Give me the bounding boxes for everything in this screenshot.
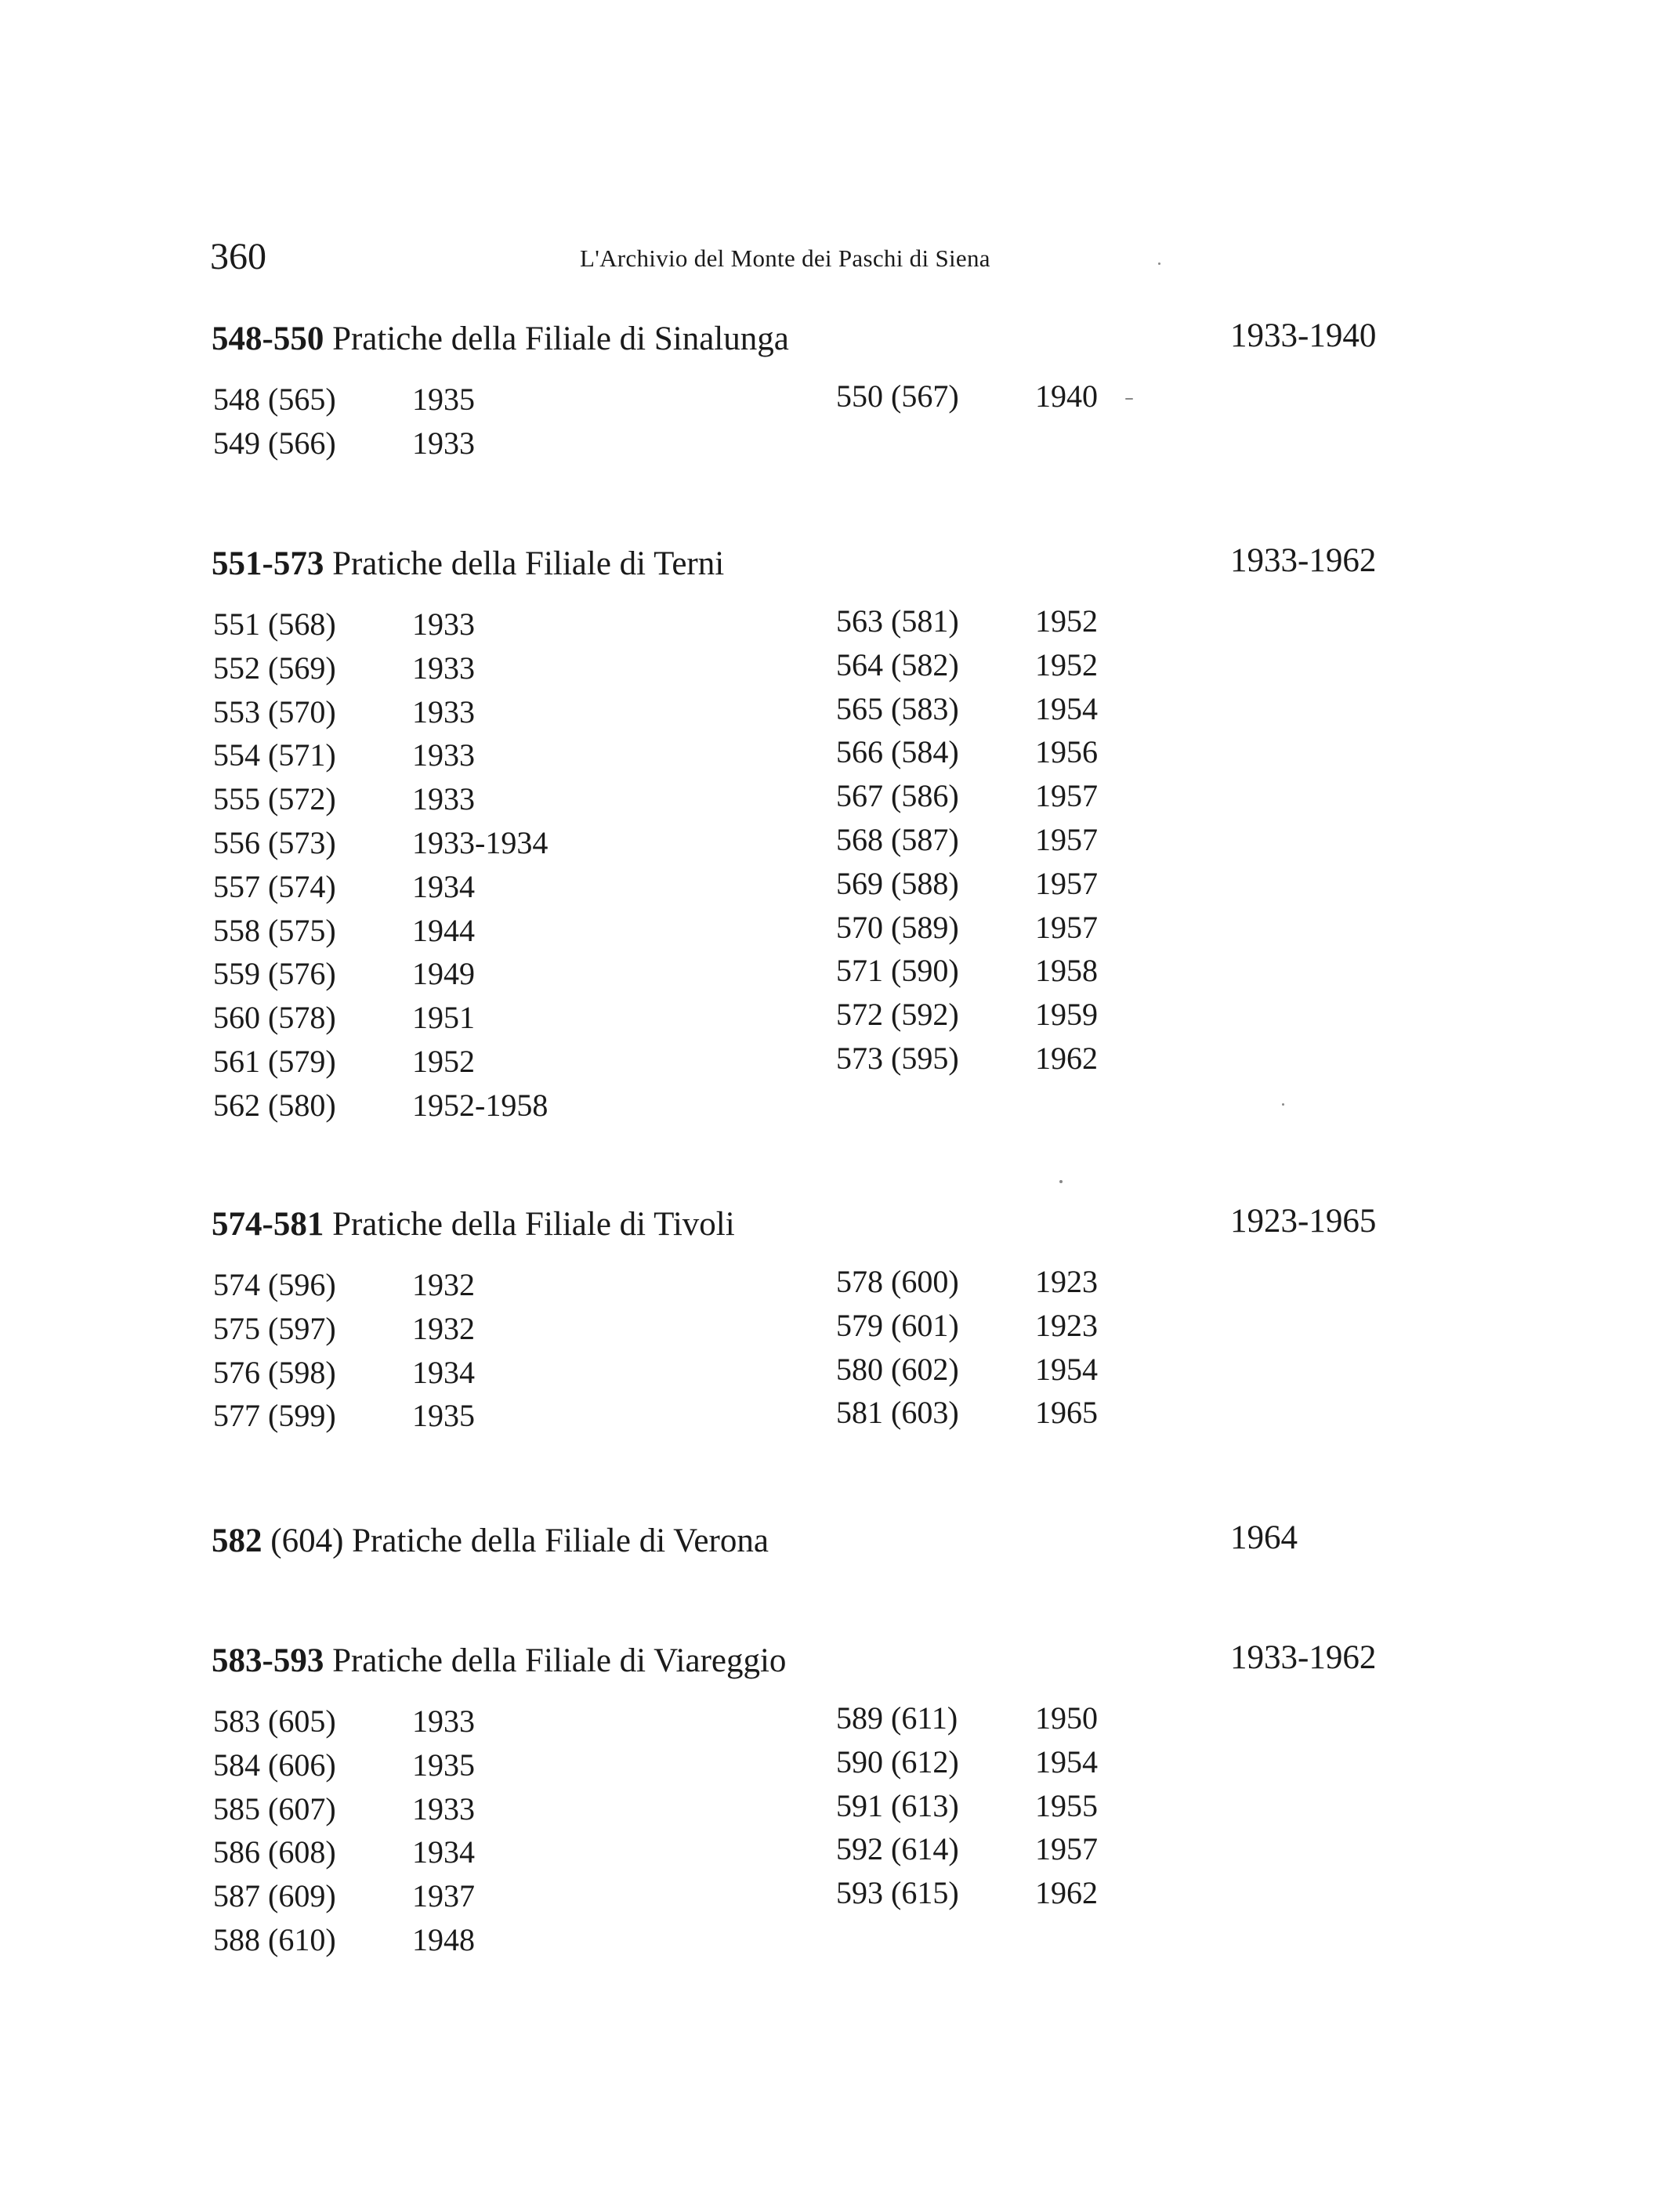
entry-year: 1935	[412, 382, 475, 417]
section-code: 574-581	[212, 1206, 324, 1243]
entry-number: 555 (572)	[213, 781, 336, 817]
entry-number: 558 (575)	[213, 912, 336, 948]
entry-number: 559 (576)	[213, 956, 336, 992]
entry-year: 1944	[412, 912, 475, 948]
section-heading: Pratiche della Filiale di Terni	[332, 545, 725, 582]
entry-number: 577 (599)	[213, 1398, 336, 1434]
entry-number: 549 (566)	[213, 425, 336, 461]
entry-year: 1949	[412, 956, 475, 992]
scan-speck	[1158, 262, 1160, 265]
entry-number: 580 (602)	[836, 1351, 959, 1387]
section-heading: (604) Pratiche della Filiale di Verona	[270, 1522, 769, 1559]
entry-number: 560 (578)	[213, 1000, 336, 1036]
entry-number: 562 (580)	[213, 1087, 336, 1123]
entry-number: 591 (613)	[836, 1787, 959, 1823]
entry-number: 576 (598)	[213, 1354, 336, 1390]
entry-year: 1934	[412, 868, 475, 904]
entry-number: 570 (589)	[836, 909, 959, 945]
section-date-range: 1923-1965	[1230, 1203, 1377, 1240]
section-title	[212, 545, 724, 583]
entry-year: 1957	[1035, 865, 1098, 901]
entry-number: 586 (608)	[213, 1834, 336, 1870]
entry-year: 1962	[1035, 1875, 1098, 1911]
entry-number: 569 (588)	[836, 865, 959, 901]
entry-number: 566 (584)	[836, 734, 959, 770]
entry-year: 1955	[1035, 1787, 1098, 1823]
entry-year: 1952-1958	[412, 1087, 549, 1123]
entry-number: 572 (592)	[836, 997, 959, 1033]
entry-year: 1933-1934	[412, 824, 549, 860]
entry-year: 1933	[412, 425, 475, 461]
entry-number: 554 (571)	[213, 737, 336, 773]
entry-year: 1957	[1035, 778, 1098, 814]
page-number: 360	[210, 236, 266, 277]
entry-number: 579 (601)	[836, 1307, 959, 1343]
entry-number: 552 (569)	[213, 650, 336, 686]
entry-number: 573 (595)	[836, 1040, 959, 1076]
entry-number: 550 (567)	[836, 378, 959, 414]
entry-number: 551 (568)	[213, 606, 336, 642]
entry-year: 1957	[1035, 909, 1098, 945]
entry-number: 585 (607)	[213, 1790, 336, 1827]
entry-year: 1937	[412, 1878, 475, 1914]
entry-year: 1933	[412, 650, 475, 686]
entry-number: 589 (611)	[836, 1700, 958, 1736]
entry-year: 1933	[412, 737, 475, 773]
entry-year: 1958	[1035, 953, 1098, 989]
entry-number: 592 (614)	[836, 1831, 959, 1867]
section-title	[212, 1522, 769, 1560]
entry-year: 1950	[1035, 1700, 1098, 1736]
section-heading: Pratiche della Filiale di Tivoli	[332, 1206, 735, 1243]
entry-year: 1933	[412, 1703, 475, 1739]
entry-number: 553 (570)	[213, 693, 336, 730]
entry-year: 1956	[1035, 734, 1098, 770]
entry-year: 1954	[1035, 690, 1098, 726]
entry-year: 1957	[1035, 1831, 1098, 1867]
entry-number: 561 (579)	[213, 1043, 336, 1079]
entry-year: 1934	[412, 1354, 475, 1390]
entry-year: 1962	[1035, 1040, 1098, 1076]
section-title	[212, 1642, 786, 1680]
entry-number: 556 (573)	[213, 824, 336, 860]
entry-year: 1933	[412, 781, 475, 817]
entry-year: 1965	[1035, 1395, 1098, 1431]
entry-year: 1923	[1035, 1307, 1098, 1343]
section-code: 551-573	[212, 545, 324, 582]
section-title	[212, 320, 789, 358]
section-date-range: 1933-1962	[1230, 1639, 1377, 1676]
entry-number: 568 (587)	[836, 821, 959, 857]
entry-number: 588 (610)	[213, 1921, 336, 1957]
section-code: 583-593	[212, 1642, 324, 1679]
scan-speck	[1125, 398, 1133, 400]
section-date-range: 1933-1962	[1230, 542, 1377, 579]
entry-year: 1932	[412, 1267, 475, 1302]
entry-number: 578 (600)	[836, 1264, 959, 1299]
section-date-range: 1933-1940	[1230, 317, 1377, 354]
section-title	[212, 1205, 735, 1244]
entry-number: 581 (603)	[836, 1395, 959, 1431]
scan-speck	[1282, 1103, 1284, 1106]
entry-number: 548 (565)	[213, 382, 336, 417]
entry-year: 1934	[412, 1834, 475, 1870]
section-date-range: 1964	[1230, 1519, 1298, 1556]
entry-number: 557 (574)	[213, 868, 336, 904]
entry-year: 1952	[1035, 646, 1098, 682]
entry-year: 1954	[1035, 1351, 1098, 1387]
section-code: 548-550	[212, 320, 324, 357]
section-heading: Pratiche della Filiale di Sinalunga	[332, 320, 789, 357]
entry-number: 593 (615)	[836, 1875, 959, 1911]
entry-number: 564 (582)	[836, 646, 959, 682]
entry-year: 1954	[1035, 1743, 1098, 1779]
scan-speck	[1059, 1180, 1063, 1183]
section-code: 582	[212, 1522, 262, 1559]
entry-number: 584 (606)	[213, 1747, 336, 1783]
entry-year: 1957	[1035, 821, 1098, 857]
entry-year: 1935	[412, 1398, 475, 1434]
entry-number: 567 (586)	[836, 778, 959, 814]
entry-year: 1959	[1035, 997, 1098, 1033]
section-heading: Pratiche della Filiale di Viareggio	[332, 1642, 787, 1679]
entry-number: 583 (605)	[213, 1703, 336, 1739]
entry-number: 563 (581)	[836, 603, 959, 639]
entry-number: 575 (597)	[213, 1310, 336, 1346]
entry-year: 1952	[412, 1043, 475, 1079]
entry-number: 571 (590)	[836, 953, 959, 989]
entry-year: 1951	[412, 1000, 475, 1036]
entry-year: 1933	[412, 693, 475, 730]
entry-year: 1933	[412, 606, 475, 642]
entry-year: 1940	[1035, 378, 1098, 414]
entry-year: 1948	[412, 1921, 475, 1957]
entry-year: 1933	[412, 1790, 475, 1827]
entry-year: 1923	[1035, 1264, 1098, 1299]
entry-number: 590 (612)	[836, 1743, 959, 1779]
entry-number: 587 (609)	[213, 1878, 336, 1914]
entry-year: 1935	[412, 1747, 475, 1783]
entry-year: 1932	[412, 1310, 475, 1346]
entry-number: 574 (596)	[213, 1267, 336, 1302]
entry-year: 1952	[1035, 603, 1098, 639]
running-title: L'Archivio del Monte dei Paschi di Siena	[580, 244, 990, 272]
entry-number: 565 (583)	[836, 690, 959, 726]
